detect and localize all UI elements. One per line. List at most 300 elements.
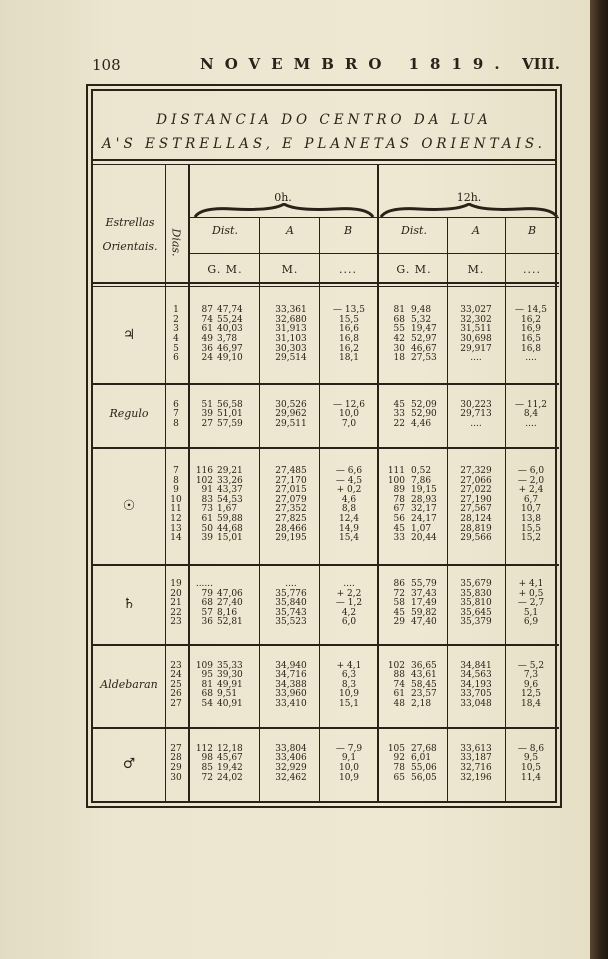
table-cell: 28,819 — [460, 523, 492, 534]
table-cell: 30,526 — [275, 399, 307, 410]
g0-column — [193, 306, 213, 364]
table-cell: 9,6 — [523, 679, 539, 690]
table-cell: 27,022 — [460, 485, 492, 496]
star-label: ☉ — [122, 497, 136, 514]
table-cell: 31,511 — [460, 324, 492, 335]
days-column — [167, 580, 185, 628]
table-cell: 27 — [201, 418, 213, 429]
table-cell: 85 — [201, 762, 213, 773]
table-cell: 51 — [201, 399, 213, 410]
table-cell: 52,81 — [217, 617, 243, 628]
table-cell: 6,9 — [523, 617, 539, 628]
running-head — [0, 52, 590, 76]
table-cell: 78 — [393, 762, 405, 773]
table-cell: 9 — [173, 485, 179, 496]
table-cell: 32,462 — [275, 772, 307, 783]
table-cell: 45 — [393, 523, 405, 534]
table-cell: 40,03 — [217, 324, 243, 335]
table-cell: 18,4 — [520, 698, 542, 709]
table-cell: 46,67 — [411, 343, 437, 354]
table-cell: 67 — [393, 504, 405, 515]
table-cell: 79 — [201, 588, 213, 599]
table-cell: 88 — [393, 670, 405, 681]
table-cell: 9,51 — [217, 689, 238, 700]
table-cell: 6,3 — [341, 670, 357, 681]
table-cell: 98 — [201, 753, 213, 764]
m0-column — [217, 662, 257, 710]
table-cell: — 12,6 — [333, 399, 365, 410]
table-cell: — 11,2 — [515, 399, 547, 410]
g0-column — [193, 745, 213, 783]
table-cell: 4 — [173, 333, 179, 344]
table-cell: 10,5 — [520, 762, 542, 773]
table-cell: — 8,6 — [517, 743, 545, 754]
table-title-line-1: DISTANCIA DO CENTRO DA LUA — [156, 112, 492, 128]
table-cell: 16,2 — [338, 343, 360, 354]
table-cell: 47,40 — [411, 617, 437, 628]
table-cell: 52,97 — [411, 333, 437, 344]
stars-header-line-2: Orientais. — [102, 240, 158, 253]
table-cell: 40,91 — [217, 698, 243, 709]
hour-0-header: 0h. — [274, 191, 292, 204]
table-cell: 6,7 — [523, 494, 539, 505]
table-cell: 8 — [173, 475, 179, 486]
table-cell: + 2,4 — [518, 485, 544, 496]
table-cell: 28,124 — [460, 514, 492, 525]
table-cell: 73 — [201, 504, 213, 515]
table-cell: 100 — [387, 475, 405, 486]
a0-column — [263, 662, 319, 710]
b1-column — [505, 580, 557, 628]
table-cell: 15,1 — [338, 698, 360, 709]
table-cell: + 4,1 — [518, 579, 544, 589]
table-cell: 34,716 — [275, 670, 307, 681]
table-cell: — 5,2 — [517, 660, 545, 671]
table-cell: 35,379 — [460, 617, 492, 628]
g1-column — [383, 580, 405, 628]
table-cell: 39 — [201, 533, 213, 544]
table-cell: 59,82 — [411, 607, 437, 618]
days-column — [167, 467, 185, 544]
table-cell: 7 — [173, 466, 179, 477]
table-cell: 112 — [195, 743, 213, 754]
table-cell: 72 — [393, 588, 405, 599]
table-cell: 35,523 — [275, 617, 307, 628]
table-cell: 15,01 — [217, 533, 243, 544]
table-cell: 4,46 — [411, 418, 432, 429]
table-cell: 29,713 — [460, 409, 492, 420]
days-column — [167, 401, 185, 430]
b1-column — [505, 662, 557, 710]
table-cell: .... — [470, 418, 482, 429]
table-cell: — 6,6 — [335, 466, 363, 477]
table-cell: 23,57 — [411, 689, 437, 700]
table-cell: — 2,0 — [517, 475, 545, 486]
table-cell: 33,361 — [275, 305, 307, 316]
g0-column — [193, 580, 213, 628]
table-cell: 16,8 — [520, 343, 542, 354]
table-cell: — 1,2 — [335, 598, 363, 609]
m1-column — [411, 745, 451, 783]
table-cell: 30,303 — [275, 343, 307, 354]
table-cell: 55,24 — [217, 314, 243, 325]
table-cell: 36 — [201, 343, 213, 354]
table-cell: 10,9 — [338, 689, 360, 700]
table-cell: 33,960 — [275, 689, 307, 700]
table-cell: 27,68 — [411, 743, 437, 754]
table-cell: 16,2 — [520, 314, 542, 325]
table-cell: 59,88 — [217, 514, 243, 525]
b0-column — [323, 662, 375, 710]
star-label: Aldebaran — [100, 677, 158, 691]
table-cell: 24 — [170, 670, 182, 681]
table-cell: 45 — [393, 607, 405, 618]
b0-column — [323, 401, 375, 430]
table-cell: 10,7 — [520, 504, 542, 515]
table-cell: 31,103 — [275, 333, 307, 344]
table-cell: 36,65 — [411, 660, 437, 671]
table-cell: 43,37 — [217, 485, 243, 496]
table-cell: 92 — [393, 753, 405, 764]
table-cell: 22 — [393, 418, 405, 429]
table-cell: 9,1 — [341, 753, 357, 764]
table-cell: — 14,5 — [515, 305, 547, 316]
table-cell: 44,68 — [217, 523, 243, 534]
table-cell: 49 — [201, 333, 213, 344]
table-cell: 68 — [393, 314, 405, 325]
table-cell: ...... — [195, 579, 213, 589]
table-cell: 10,9 — [338, 772, 360, 783]
a1-column — [447, 306, 505, 364]
table-cell: 33,705 — [460, 689, 492, 700]
table-cell: 33,406 — [275, 753, 307, 764]
table-cell: 23 — [170, 660, 182, 671]
table-cell: 24 — [201, 353, 213, 364]
table-cell: + 4,1 — [336, 660, 362, 671]
table-cell: 7,86 — [411, 475, 432, 486]
star-label: Regulo — [109, 407, 149, 420]
g0-column — [193, 401, 213, 430]
table-cell: 52,90 — [411, 409, 437, 420]
table-cell: 50 — [201, 523, 213, 534]
table-cell: 8 — [173, 418, 179, 429]
table-cell: 12 — [170, 514, 182, 525]
a1-column — [447, 662, 505, 710]
table-cell: 20,44 — [411, 533, 437, 544]
lunar-distance-table — [91, 89, 557, 803]
table-cell: — 7,9 — [335, 743, 363, 754]
table-cell: 8,3 — [341, 679, 357, 690]
table-cell: 61 — [201, 324, 213, 335]
table-cell: 10 — [170, 494, 182, 505]
table-cell: 34,563 — [460, 670, 492, 681]
m0-column — [217, 580, 257, 628]
table-cell: 35,840 — [275, 598, 307, 609]
table-cell: 32,680 — [275, 314, 307, 325]
table-cell: 0,52 — [411, 466, 432, 477]
group-divider — [93, 383, 559, 385]
table-cell: 16,5 — [520, 333, 542, 344]
table-cell: 55 — [393, 324, 405, 335]
table-cell: 1,07 — [411, 523, 432, 534]
table-cell: 49,10 — [217, 353, 243, 364]
table-cell: 10,0 — [338, 762, 360, 773]
a1-column — [447, 745, 505, 783]
table-cell: 28,93 — [411, 494, 437, 505]
table-cell: .... — [343, 579, 355, 589]
table-cell: 25 — [170, 679, 182, 690]
table-cell: 7,3 — [523, 670, 539, 681]
table-cell: 23 — [170, 617, 182, 628]
m1-column — [411, 401, 451, 430]
table-cell: 29,917 — [460, 343, 492, 354]
table-cell: — 2,7 — [517, 598, 545, 609]
a0-column — [263, 580, 319, 628]
star-label: ♄ — [122, 596, 136, 612]
table-cell: 19,42 — [217, 762, 243, 773]
table-cell: 9,48 — [411, 305, 432, 316]
table-cell: 32,716 — [460, 762, 492, 773]
table-cell: 56 — [393, 514, 405, 525]
table-title-line-2: A'S ESTRELLAS, E PLANETAS ORIENTAIS. — [102, 136, 546, 152]
table-cell: 27,066 — [460, 475, 492, 486]
table-cell: 2,18 — [411, 698, 432, 709]
table-cell: 15,5 — [338, 314, 360, 325]
col-rule-a0 — [319, 217, 320, 801]
table-cell: 27,190 — [460, 494, 492, 505]
table-cell: 31,913 — [275, 324, 307, 335]
table-cell: 74 — [393, 679, 405, 690]
table-cell: 29 — [393, 617, 405, 628]
table-cell: 8,16 — [217, 607, 238, 618]
unit-rule — [189, 253, 559, 254]
table-cell: 27,079 — [275, 494, 307, 505]
a-12-header: A — [472, 224, 480, 237]
table-cell: 29,566 — [460, 533, 492, 544]
table-cell: — 6,0 — [517, 466, 545, 477]
table-cell: 55,79 — [411, 579, 437, 589]
table-cell: 35,679 — [460, 579, 492, 589]
table-cell: 35,810 — [460, 598, 492, 609]
table-cell: 55,06 — [411, 762, 437, 773]
m0-column — [217, 745, 257, 783]
colhead-rule — [189, 217, 559, 218]
title-rule — [93, 159, 555, 161]
table-cell: 39 — [201, 409, 213, 420]
days-column — [167, 306, 185, 364]
dist-12-header: Dist. — [401, 224, 427, 237]
table-cell: 116 — [195, 466, 213, 477]
star-label: ♃ — [122, 327, 136, 343]
group-divider — [93, 644, 559, 646]
table-cell: 13,8 — [520, 514, 542, 525]
table-cell: 14,9 — [338, 523, 360, 534]
table-cell: 19,47 — [411, 324, 437, 335]
table-cell: 109 — [195, 660, 213, 671]
stars-column-header — [93, 211, 167, 259]
table-cell: 47,06 — [217, 588, 243, 599]
table-cell: 28,466 — [275, 523, 307, 534]
table-cell: 56,58 — [217, 399, 243, 410]
table-cell: 29,514 — [275, 353, 307, 364]
table-cell: 102 — [195, 475, 213, 486]
table-cell: 14 — [170, 533, 182, 544]
table-cell: .... — [525, 418, 537, 429]
table-cell: 10,0 — [338, 409, 360, 420]
a0-column — [263, 401, 319, 430]
table-cell: 30 — [393, 343, 405, 354]
days-column — [167, 662, 185, 710]
unit-gm-12: G. M. — [396, 263, 432, 276]
table-cell: 36 — [201, 617, 213, 628]
group-divider — [93, 727, 559, 729]
table-cell: .... — [285, 579, 297, 589]
table-cell: 33,613 — [460, 743, 492, 754]
table-frame — [86, 84, 562, 808]
g1-column — [383, 306, 405, 364]
table-cell: 22 — [170, 607, 182, 618]
table-cell: 51,01 — [217, 409, 243, 420]
m1-column — [411, 467, 451, 544]
table-cell: 19 — [170, 579, 182, 589]
a-0-header: A — [286, 224, 294, 237]
table-cell: 61 — [393, 689, 405, 700]
table-cell: 24,02 — [217, 772, 243, 783]
table-cell: 30,223 — [460, 399, 492, 410]
days-column-header — [165, 217, 187, 273]
table-cell: 29,962 — [275, 409, 307, 420]
table-cell: 15,2 — [520, 533, 542, 544]
table-cell: 33,048 — [460, 698, 492, 709]
dist-0-header: Dist. — [212, 224, 238, 237]
table-cell: 28 — [170, 753, 182, 764]
a1-column — [447, 580, 505, 628]
table-cell: 33,187 — [460, 753, 492, 764]
b0-column — [323, 745, 375, 783]
table-cell: 15,4 — [338, 533, 360, 544]
table-cell: 17,49 — [411, 598, 437, 609]
table-cell: 35,743 — [275, 607, 307, 618]
b1-column — [505, 467, 557, 544]
table-cell: 58,45 — [411, 679, 437, 690]
table-cell: 1,67 — [217, 504, 238, 515]
table-cell: + 0,5 — [518, 588, 544, 599]
table-cell: 65 — [393, 772, 405, 783]
table-cell: 54,53 — [217, 494, 243, 505]
table-cell: — 4,5 — [335, 475, 363, 486]
table-cell: 5 — [173, 343, 179, 354]
table-cell: 34,940 — [275, 660, 307, 671]
group-divider — [93, 564, 559, 566]
table-cell: 35,830 — [460, 588, 492, 599]
unit-dots-0: .... — [339, 263, 357, 276]
table-cell: 56,05 — [411, 772, 437, 783]
header-bottom-rule — [93, 282, 559, 284]
table-cell: 45,67 — [217, 753, 243, 764]
table-cell: 89 — [393, 485, 405, 496]
a1-column — [447, 467, 505, 544]
table-cell: 27,40 — [217, 598, 243, 609]
g0-column — [193, 467, 213, 544]
table-cell: 7 — [173, 409, 179, 420]
table-cell: 81 — [393, 305, 405, 316]
table-cell: 11,4 — [520, 772, 542, 783]
days-column — [167, 745, 185, 783]
table-cell: 29 — [170, 762, 182, 773]
table-cell: 4,2 — [341, 607, 357, 618]
table-cell: + 0,2 — [336, 485, 362, 496]
table-cell: 91 — [201, 485, 213, 496]
table-cell: 68 — [201, 689, 213, 700]
g1-column — [383, 745, 405, 783]
table-cell: 83 — [201, 494, 213, 505]
table-cell: 33 — [393, 409, 405, 420]
m0-column — [217, 467, 257, 544]
table-cell: 12,4 — [338, 514, 360, 525]
unit-m-12: M. — [467, 263, 485, 276]
sheet-number: VIII. — [522, 55, 560, 73]
table-cell: 8,8 — [341, 504, 357, 515]
table-cell: 34,193 — [460, 679, 492, 690]
table-cell: 16,8 — [338, 333, 360, 344]
m0-column — [217, 401, 257, 430]
col-rule-dist0 — [259, 217, 260, 801]
m1-column — [411, 306, 451, 364]
table-cell: 30 — [170, 772, 182, 783]
table-cell: 27 — [170, 698, 182, 709]
table-cell: 52,09 — [411, 399, 437, 410]
table-cell: 3,78 — [217, 333, 238, 344]
hour-12-header: 12h. — [456, 191, 482, 204]
table-cell: 3 — [173, 324, 179, 335]
col-rule-hour — [377, 165, 379, 801]
m0-column — [217, 306, 257, 364]
b0-column — [323, 467, 375, 544]
table-cell: .... — [470, 353, 482, 364]
table-cell: 54 — [201, 698, 213, 709]
table-cell: 105 — [387, 743, 405, 754]
table-cell: 29,511 — [275, 418, 307, 429]
table-cell: 19,15 — [411, 485, 437, 496]
table-cell: 27,825 — [275, 514, 307, 525]
g0-column — [193, 662, 213, 710]
b-12-header: B — [527, 224, 537, 237]
table-cell: 6,0 — [341, 617, 357, 628]
table-cell: 6 — [173, 353, 179, 364]
table-cell: 33,410 — [275, 698, 307, 709]
table-cell: 58 — [393, 598, 405, 609]
table-cell: 95 — [201, 670, 213, 681]
b1-column — [505, 401, 557, 430]
col-rule-days — [188, 165, 190, 801]
table-cell: 49,91 — [217, 679, 243, 690]
table-cell: 35,645 — [460, 607, 492, 618]
table-cell: 102 — [387, 660, 405, 671]
table-cell: 87 — [201, 305, 213, 316]
b1-column — [505, 745, 557, 783]
month-year-heading: NOVEMBRO 1819. — [200, 55, 511, 73]
table-cell: 4,6 — [341, 494, 357, 505]
table-cell: 20 — [170, 588, 182, 599]
table-cell: 27,329 — [460, 466, 492, 477]
page-number: 108 — [92, 56, 121, 74]
table-cell: 81 — [201, 679, 213, 690]
unit-gm-0: G. M. — [207, 263, 243, 276]
table-cell: 13 — [170, 523, 182, 534]
unit-dots-12: .... — [523, 263, 541, 276]
table-cell: 18 — [393, 353, 405, 364]
table-cell: 46,97 — [217, 343, 243, 354]
